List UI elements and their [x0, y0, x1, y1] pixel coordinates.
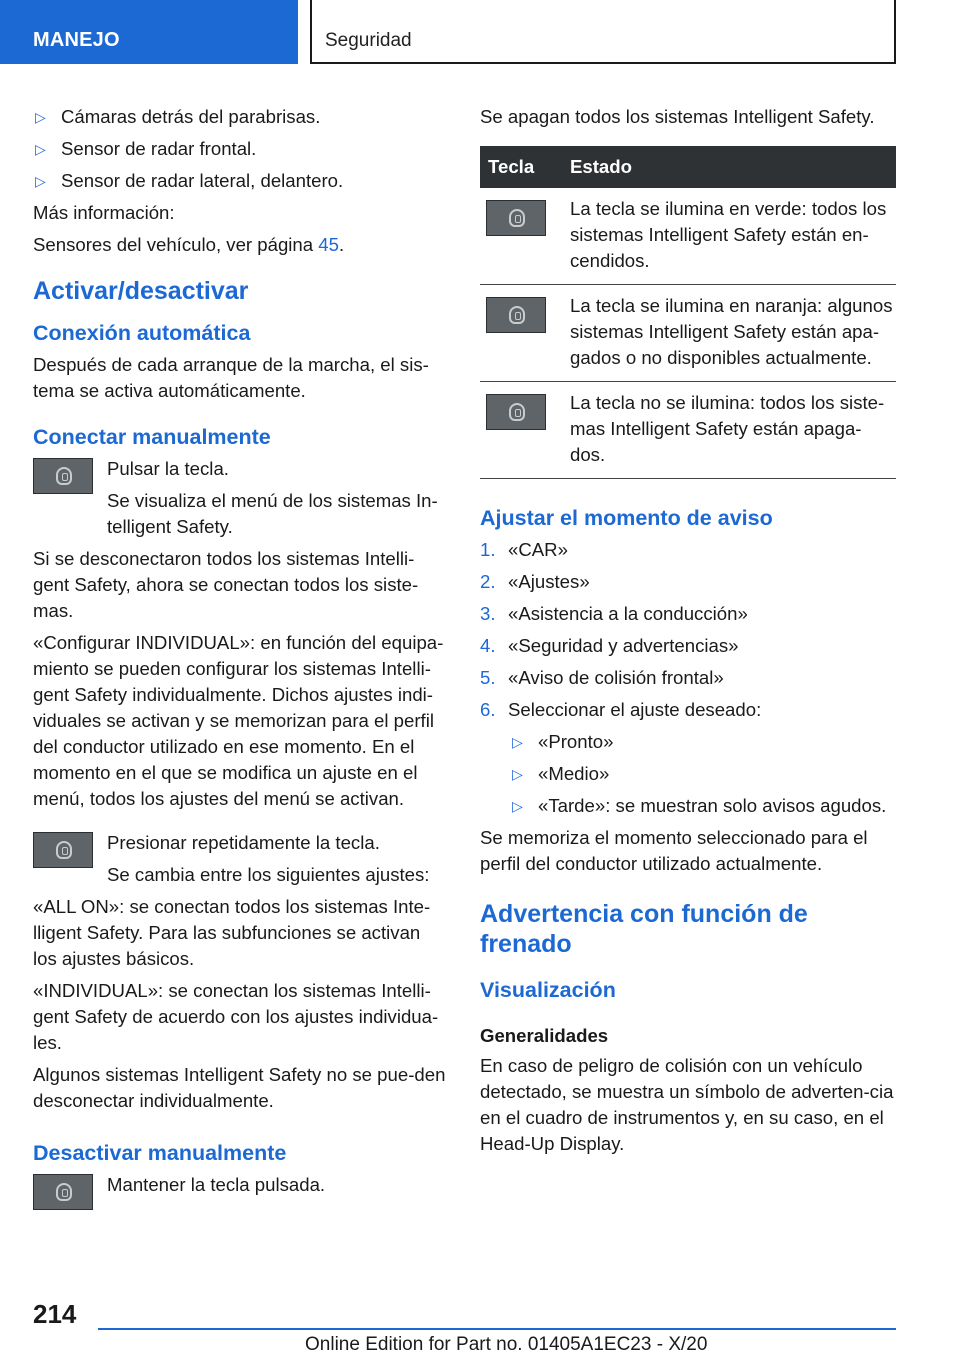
key-instruction: Mantener la tecla pulsada.	[33, 1172, 449, 1198]
triangle-bullet-icon: ▷	[512, 766, 523, 782]
paragraph-desconectaron: Si se desconectaron todos los sistemas Intelli-gent Safety, ahora se conectan todos los siste-mas.	[33, 548, 419, 621]
table-row: La tecla no se ilumina: todos los siste-mas Intelligent Safety están apaga-dos.	[480, 382, 896, 479]
page-title: Seguridad	[325, 30, 412, 51]
list-item: 4. «Seguridad y advertencias»	[480, 635, 739, 656]
intelligent-safety-key-icon	[486, 200, 546, 236]
bullet-item: ▷ Cámaras detrás del parabrisas.	[33, 104, 449, 130]
heading-generalidades: Generalidades	[480, 1025, 609, 1046]
heading-desactivar: Desactivar manualmente	[33, 1141, 287, 1165]
intelligent-safety-key-icon	[486, 394, 546, 430]
header-right-border	[894, 0, 896, 64]
heading-visualizacion: Visualización	[480, 978, 616, 1002]
intelligent-safety-key-icon	[33, 1174, 93, 1210]
paragraph-memoriza: Se memoriza el momento seleccionado para el perfil del conductor utilizado actualmente.	[480, 827, 868, 874]
heading-ajustar: Ajustar el momento de aviso	[480, 506, 773, 530]
triangle-bullet-icon: ▷	[512, 734, 523, 750]
paragraph-peligro: En caso de peligro de colisión con un vehículo detectado, se muestra un símbolo de adverten-cia en el cuadro de instrumentos y, en su caso, en el Head-Up Display.	[480, 1055, 894, 1154]
heading-activar: Activar/desactivar	[33, 277, 249, 305]
sensors-reference: Sensores del vehículo, ver página 45.	[33, 234, 345, 255]
bullet-item: ▷ Sensor de radar lateral, delantero.	[33, 168, 449, 194]
list-item: 5. «Aviso de colisión frontal»	[480, 667, 724, 688]
heading-advertencia: Advertencia con función de frenado	[480, 900, 808, 958]
right-column	[480, 104, 896, 1163]
paragraph-apagan: Se apagan todos los sistemas Intelligent Safety.	[480, 106, 875, 127]
header-divider	[310, 0, 312, 64]
triangle-bullet-icon: ▷	[35, 141, 46, 157]
paragraph-configurar: «Configurar INDIVIDUAL»: en función del equipa-miento se pueden configurar los sistemas Intelli-gent Safety individualmente. Dichos ajustes indi-viduales se activan y se memorizan para el perfil del conductor utilizado en ese momento. En el momento en el que se modifica un ajuste en el menú, todos los ajustes del menú se activan.	[33, 632, 444, 809]
heading-conectar: Conectar manualmente	[33, 425, 271, 449]
list-item: 3. «Asistencia a la conducción»	[480, 603, 748, 624]
triangle-bullet-icon: ▷	[35, 109, 46, 125]
column-header-tecla: Tecla	[480, 146, 562, 188]
paragraph-individual: «INDIVIDUAL»: se conectan los sistemas Intelli-gent Safety de acuerdo con los ajustes individua-les.	[33, 980, 439, 1053]
column-header-estado: Estado	[562, 146, 896, 188]
section-label: MANEJO	[33, 29, 120, 51]
bullet-item: ▷ Sensor de radar frontal.	[33, 136, 449, 162]
triangle-bullet-icon: ▷	[35, 173, 46, 189]
header-section-bar	[0, 0, 298, 64]
more-info-label: Más información:	[33, 202, 175, 223]
table-header-row	[480, 146, 896, 188]
sub-bullet-item: ▷ «Medio»	[480, 761, 896, 787]
key-instruction: Presionar repetidamente la tecla. Se cambia entre los siguientes ajustes:	[33, 830, 449, 888]
intelligent-safety-key-icon	[33, 832, 93, 868]
key-instruction: Pulsar la tecla. Se visualiza el menú de los sistemas In-telligent Safety.	[33, 456, 449, 540]
footer-rule	[98, 1328, 896, 1330]
heading-conexion: Conexión automática	[33, 321, 251, 345]
sub-bullet-item: ▷ «Pronto»	[480, 729, 896, 755]
paragraph-conexion: Después de cada arranque de la marcha, el sis-tema se activa automáticamente.	[33, 354, 429, 401]
table-row: La tecla se ilumina en naranja: algunos sistemas Intelligent Safety están apa-gados o no disponibles actualmente.	[480, 285, 896, 382]
triangle-bullet-icon: ▷	[512, 798, 523, 814]
left-column	[33, 104, 449, 1204]
edition-footer: Online Edition for Part no. 01405A1EC23 - X/20	[305, 1334, 708, 1355]
paragraph-algunos: Algunos sistemas Intelligent Safety no se pue-den desconectar individualmente.	[33, 1064, 446, 1111]
paragraph-allon: «ALL ON»: se conectan todos los sistemas Inte-lligent Safety. Para las subfunciones se activan los ajustes básicos.	[33, 896, 431, 969]
key-status-table	[480, 146, 896, 479]
sub-bullet-item: ▷ «Tarde»: se muestran solo avisos agudos.	[480, 793, 896, 819]
table-row: La tecla se ilumina en verde: todos los sistemas Intelligent Safety están en-cendidos.	[480, 188, 896, 285]
intelligent-safety-key-icon	[486, 297, 546, 333]
page-link[interactable]: 45	[318, 234, 339, 255]
page-number: 214	[33, 1299, 77, 1329]
list-item: 6. Seleccionar el ajuste deseado:	[480, 699, 762, 720]
list-item: 1. «CAR»	[480, 539, 568, 560]
intelligent-safety-key-icon	[33, 458, 93, 494]
header-underline	[312, 62, 896, 64]
list-item: 2. «Ajustes»	[480, 571, 590, 592]
